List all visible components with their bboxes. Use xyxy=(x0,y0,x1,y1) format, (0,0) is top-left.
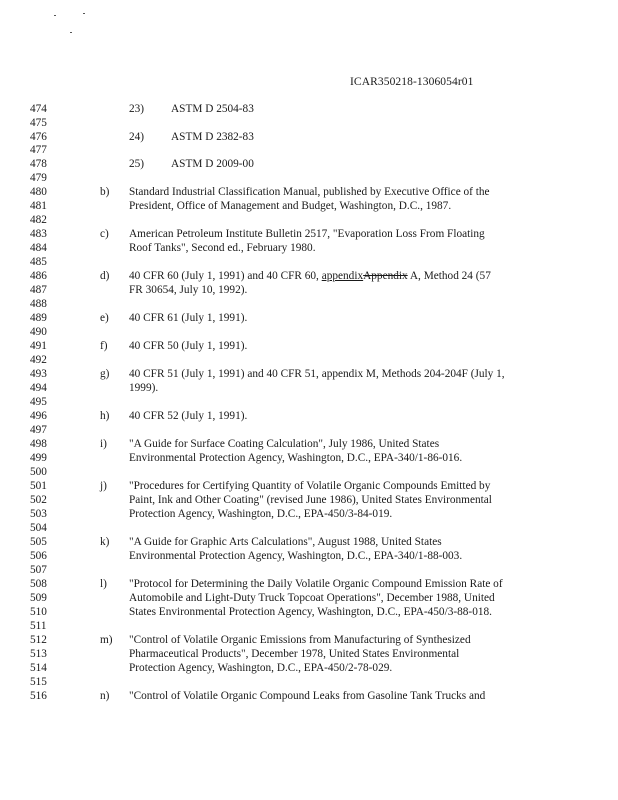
line-number: 497 xyxy=(30,424,47,436)
line-number: 476 xyxy=(30,131,47,143)
item-label: m) xyxy=(100,634,113,646)
line-number: 492 xyxy=(30,354,47,366)
item-text: ASTM D 2382-83 xyxy=(171,131,254,143)
item-text: ASTM D 2504-83 xyxy=(171,103,254,115)
line-number: 508 xyxy=(30,578,47,590)
line-number: 477 xyxy=(30,144,47,156)
scan-speck xyxy=(54,15,56,16)
line-number: 486 xyxy=(30,270,47,282)
item-label: 24) xyxy=(129,131,145,143)
line-number: 475 xyxy=(30,117,47,129)
line-number: 483 xyxy=(30,228,47,240)
line-number: 491 xyxy=(30,340,47,352)
line-number: 479 xyxy=(30,172,47,184)
line-number: 509 xyxy=(30,592,47,604)
item-label: 23) xyxy=(129,103,145,115)
line-number: 507 xyxy=(30,564,47,576)
line-number: 513 xyxy=(30,648,47,660)
item-text-line: FR 30654, July 10, 1992). xyxy=(129,284,248,296)
item-text-line: "A Guide for Graphic Arts Calculations", August 1988, United States xyxy=(129,536,442,548)
document-id-header: ICAR350218-1306054r01 xyxy=(350,76,474,88)
item-label: d) xyxy=(100,270,110,282)
item-text-line: Protection Agency, Washington, D.C., EPA-450/2-78-029. xyxy=(129,662,393,674)
line-number: 499 xyxy=(30,452,47,464)
line-number: 503 xyxy=(30,508,47,520)
item-text-line: 40 CFR 51 (July 1, 1991) and 40 CFR 51, appendix M, Methods 204-204F (July 1, xyxy=(129,368,505,380)
item-text: 40 CFR 50 (July 1, 1991). xyxy=(129,340,248,352)
item-text-line: "Control of Volatile Organic Emissions from Manufacturing of Synthesized xyxy=(129,634,471,646)
line-number: 498 xyxy=(30,438,47,450)
line-number: 493 xyxy=(30,368,47,380)
line-number: 484 xyxy=(30,242,47,254)
item-text-line: "A Guide for Surface Coating Calculation", July 1986, United States xyxy=(129,438,440,450)
item-text: ASTM D 2009-00 xyxy=(171,158,254,170)
line-number: 494 xyxy=(30,382,47,394)
scan-speck xyxy=(70,32,72,33)
item-label: f) xyxy=(100,340,108,352)
line-number: 502 xyxy=(30,494,47,506)
line-number: 485 xyxy=(30,256,47,268)
line-number: 511 xyxy=(30,620,47,632)
item-label: h) xyxy=(100,410,110,422)
item-text-line: Roof Tanks", Second ed., February 1980. xyxy=(129,242,316,254)
item-text-line: Pharmaceutical Products", December 1978, United States Environmental xyxy=(129,648,460,660)
item-text-line: Protection Agency, Washington, D.C., EPA-450/3-84-019. xyxy=(129,508,393,520)
item-text-line: President, Office of Management and Budget, Washington, D.C., 1987. xyxy=(129,200,452,212)
text-run: 40 CFR 60 (July 1, 1991) and 40 CFR 60, xyxy=(129,270,322,282)
item-label: b) xyxy=(100,186,110,198)
item-label: 25) xyxy=(129,158,145,170)
line-number: 504 xyxy=(30,522,47,534)
line-number: 495 xyxy=(30,396,47,408)
item-text-line: Environmental Protection Agency, Washington, D.C., EPA-340/1-88-003. xyxy=(129,550,463,562)
line-number: 474 xyxy=(30,103,47,115)
item-label: i) xyxy=(100,438,107,450)
item-label: c) xyxy=(100,228,109,240)
scan-speck xyxy=(83,13,85,14)
line-number: 482 xyxy=(30,214,47,226)
line-number: 505 xyxy=(30,536,47,548)
item-text-line: "Protocol for Determining the Daily Volatile Organic Compound Emission Rate of xyxy=(129,578,503,590)
line-number: 480 xyxy=(30,186,47,198)
item-label: k) xyxy=(100,536,110,548)
item-text-line: States Environmental Protection Agency, Washington, D.C., EPA-450/3-88-018. xyxy=(129,606,492,618)
item-label: e) xyxy=(100,312,109,324)
inserted-text: appendix xyxy=(321,270,364,282)
line-number: 487 xyxy=(30,284,47,296)
line-number: 489 xyxy=(30,312,47,324)
line-number: 490 xyxy=(30,326,47,338)
item-label: g) xyxy=(100,368,110,380)
item-text-line: "Procedures for Certifying Quantity of Volatile Organic Compounds Emitted by xyxy=(129,480,491,492)
item-label: l) xyxy=(100,578,107,590)
item-text-line: Automobile and Light-Duty Truck Topcoat Operations", December 1988, United xyxy=(129,592,495,604)
line-number: 515 xyxy=(30,676,47,688)
line-number: 516 xyxy=(30,690,47,702)
line-number: 501 xyxy=(30,480,47,492)
line-number: 481 xyxy=(30,200,47,212)
item-text-line xyxy=(129,269,491,283)
item-text-line: American Petroleum Institute Bulletin 2517, "Evaporation Loss From Floating xyxy=(129,228,485,240)
line-number: 488 xyxy=(30,298,47,310)
line-number: 478 xyxy=(30,158,47,170)
deleted-text: Appendix xyxy=(363,270,408,282)
item-text-line: Paint, Ink and Other Coating" (revised June 1986), United States Environmental xyxy=(129,494,492,506)
line-number: 500 xyxy=(30,466,47,478)
item-text-line: Environmental Protection Agency, Washington, D.C., EPA-340/1-86-016. xyxy=(129,452,463,464)
item-text-line: 1999). xyxy=(129,382,159,394)
line-number: 512 xyxy=(30,634,47,646)
line-number: 496 xyxy=(30,410,47,422)
item-label: j) xyxy=(100,480,107,492)
line-number: 506 xyxy=(30,550,47,562)
item-text-line: Standard Industrial Classification Manual, published by Executive Office of the xyxy=(129,186,490,198)
item-label: n) xyxy=(100,690,110,702)
item-text-line: "Control of Volatile Organic Compound Leaks from Gasoline Tank Trucks and xyxy=(129,690,486,702)
text-run: A, Method 24 (57 xyxy=(407,270,491,282)
line-number: 514 xyxy=(30,662,47,674)
item-text: 40 CFR 61 (July 1, 1991). xyxy=(129,312,248,324)
item-text: 40 CFR 52 (July 1, 1991). xyxy=(129,410,248,422)
line-number: 510 xyxy=(30,606,47,618)
